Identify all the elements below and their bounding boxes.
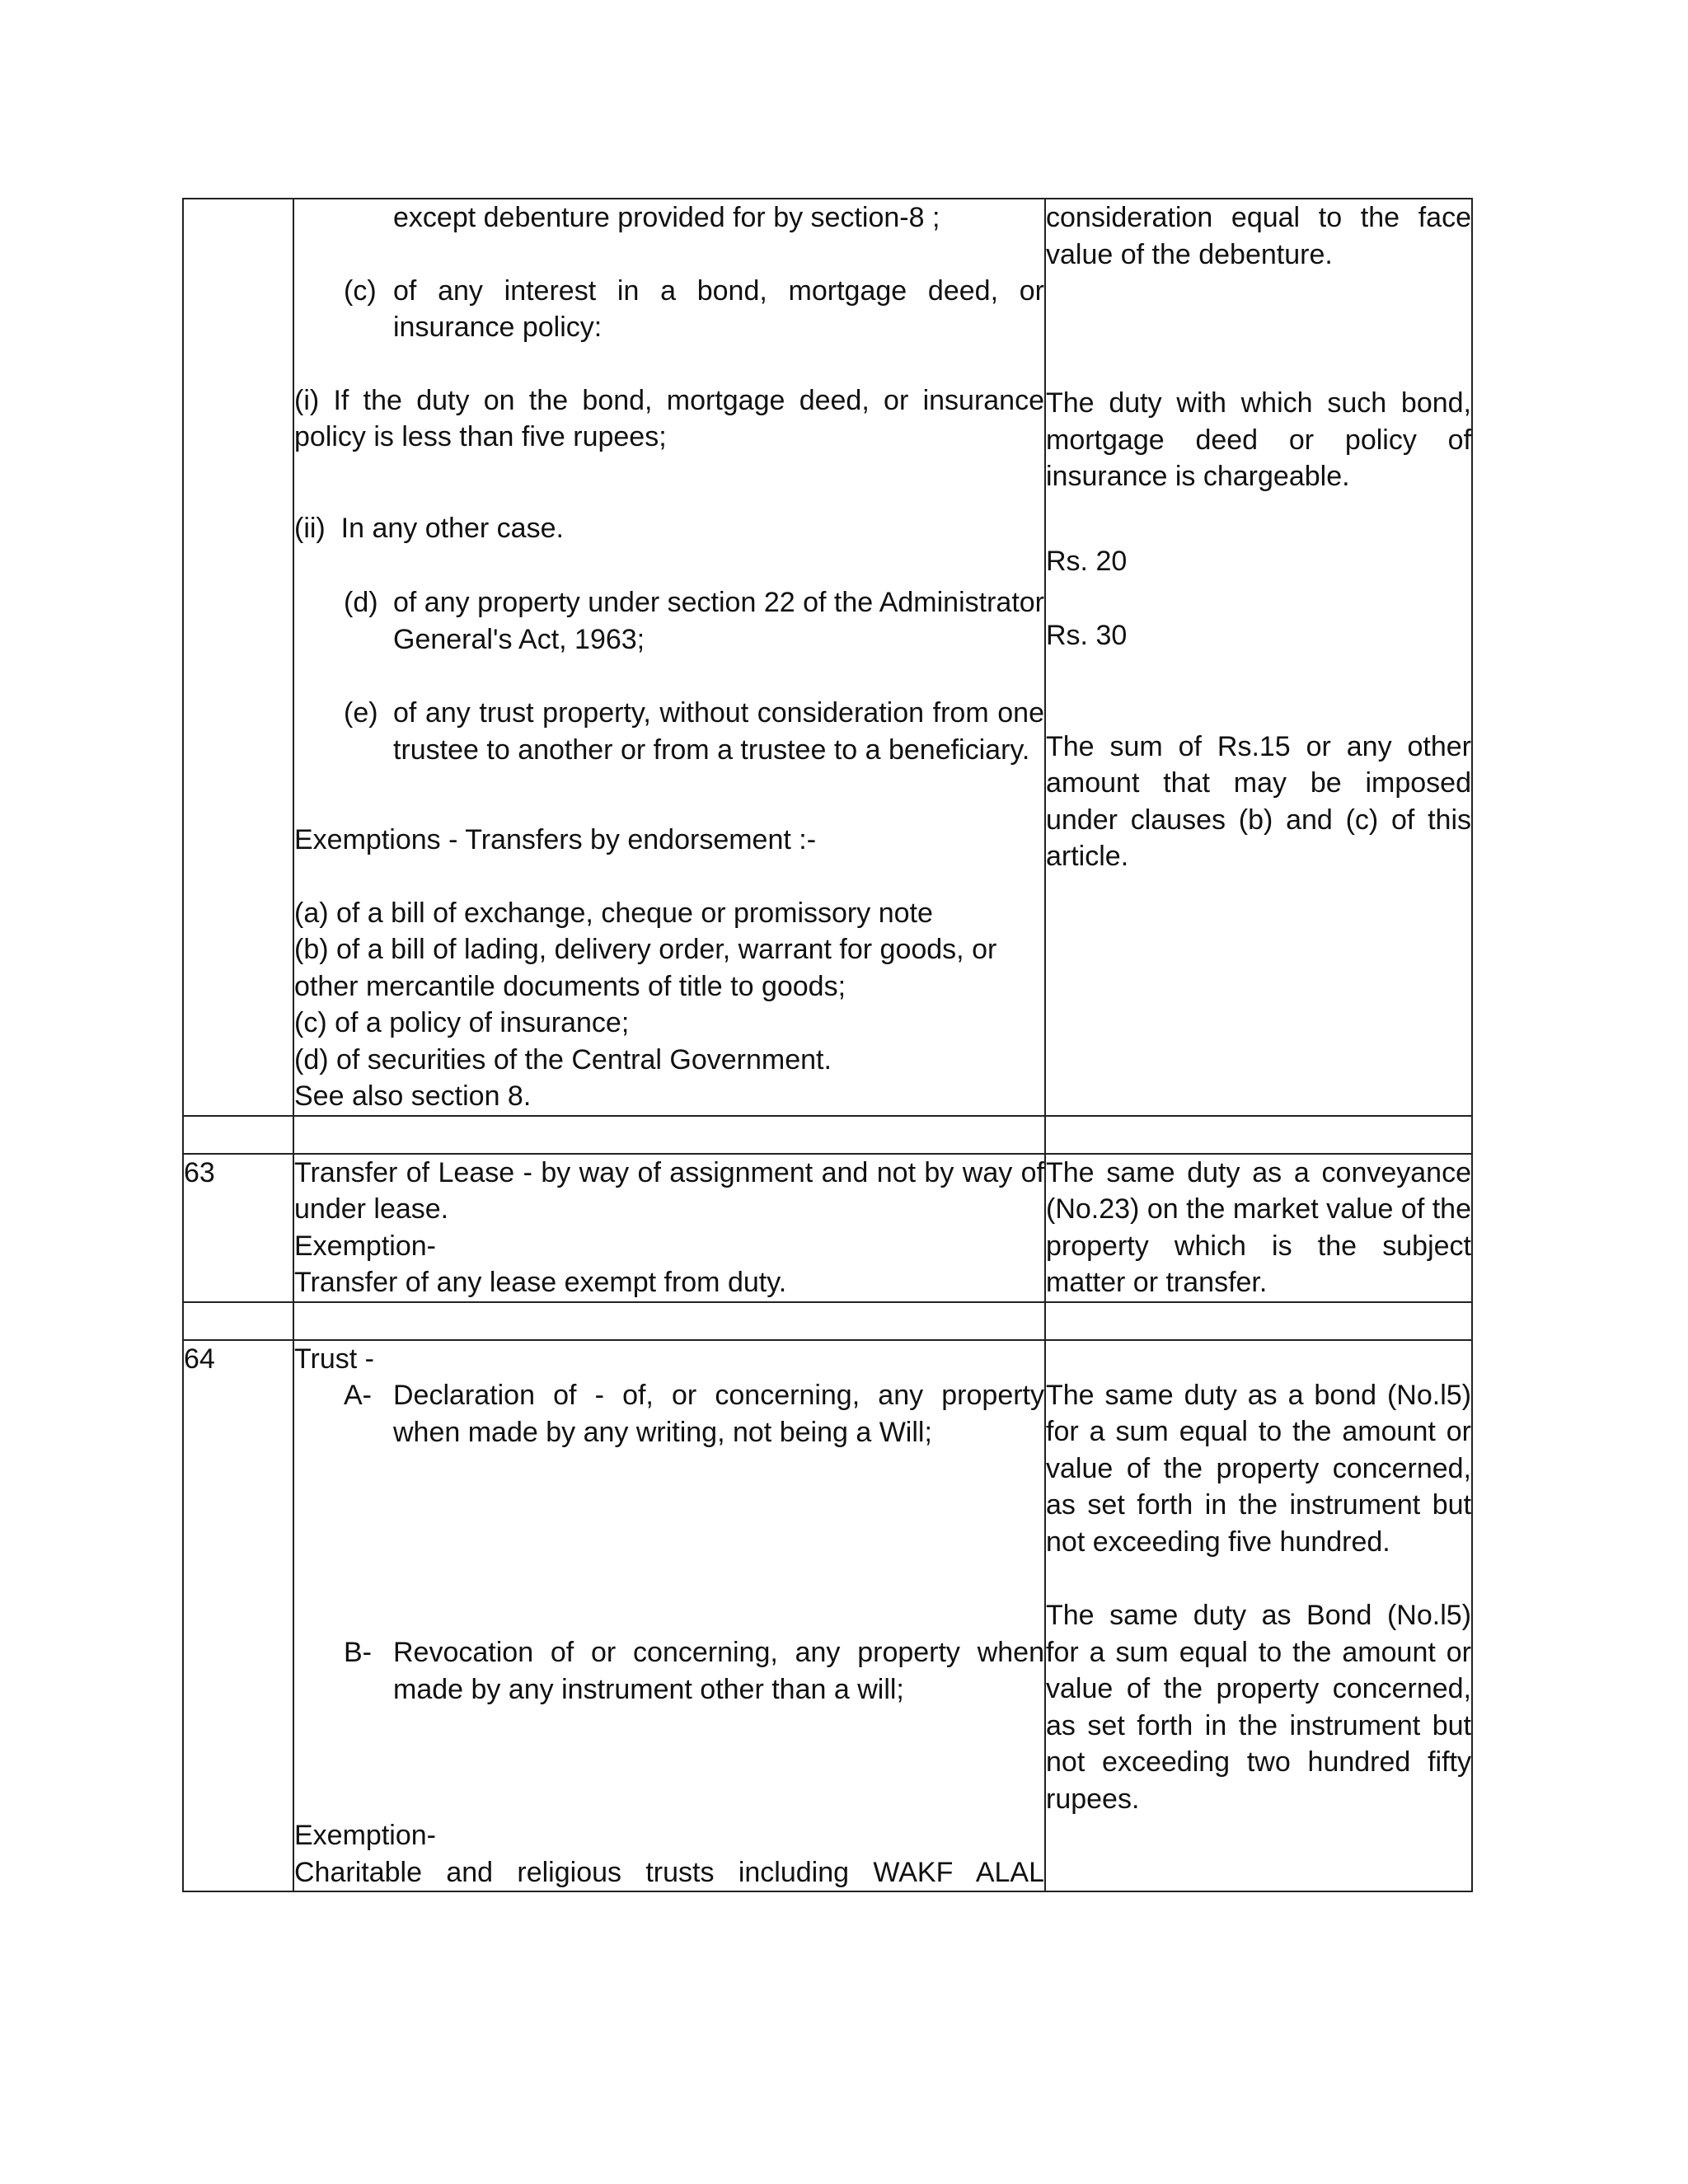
article-number-cell: [183, 199, 293, 1116]
clause-c-text: of any interest in a bond, mortgage deed, or insurance policy:: [393, 274, 1044, 343]
spacer-row: [183, 1302, 1472, 1340]
clause-c: [294, 273, 1044, 346]
sub-clause-i: (i) If the duty on the bond, mortgage deed, or insurance policy is less than five rupees;: [294, 384, 1044, 452]
clause-b-text: Revocation of or concerning, any property when made by any instrument other than a will;: [393, 1637, 1044, 1705]
duty-cell: [1045, 1154, 1472, 1302]
clause-e-text: of any trust property, without consideration from one trustee to another or from a trustee to a beneficiary.: [393, 697, 1044, 766]
see-also: See also section 8.: [294, 1080, 532, 1112]
clause-c-label: (c): [344, 274, 377, 307]
clause-b: [294, 1634, 1044, 1708]
article-63-duty: The same duty as a conveyance (No.23) on the market value of the property which is the subject matter or transfer.: [1046, 1156, 1471, 1298]
table-row-63: [183, 1154, 1472, 1302]
exemption-b: (b) of a bill of lading, delivery order, warrant for goods, or other mercantile documents of title to goods;: [294, 934, 997, 1002]
duty-clause-e: The sum of Rs.15 or any other amount that may be imposed under clauses (b) and (c) of this article.: [1046, 730, 1471, 872]
description-cell: [293, 1340, 1045, 1892]
clause-d-label: (d): [344, 587, 378, 618]
article-63-exemption-text: Transfer of any lease exempt from duty.: [294, 1267, 787, 1298]
clause-e-label: (e): [344, 697, 378, 729]
duty-clause-b: The same duty as Bond (No.l5) for a sum equal to the amount or value of the property concerned, as set forth in the instrument but not exceeding two hundred fifty rupees.: [1046, 1600, 1471, 1815]
description-cell: [293, 1154, 1045, 1302]
duty-clause-d: Rs. 30: [1046, 620, 1128, 651]
spacer-row: [183, 1116, 1472, 1154]
exemption-d: (d) of securities of the Central Government.: [294, 1043, 832, 1076]
description-cell: [293, 199, 1045, 1116]
table-row-64: [183, 1340, 1472, 1892]
duty-clause-a: The same duty as a bond (No.l5) for a sum equal to the amount or value of the property concerned, as set forth in the instrument but not exceeding five hundred.: [1046, 1379, 1471, 1558]
clause-d: [294, 584, 1044, 658]
duty-cell: [1045, 1340, 1472, 1892]
sub-clause-ii: (ii) In any other case.: [294, 512, 564, 544]
clause-b-label: B-: [344, 1637, 372, 1668]
clause-a-label: A-: [344, 1380, 372, 1411]
duty-face-value: consideration equal to the face value of the debenture.: [1046, 202, 1471, 270]
exemption-c: (c) of a policy of insurance;: [294, 1007, 630, 1038]
clause-b-continuation: except debenture provided for by section-8 ;: [393, 202, 940, 233]
duty-clause-i: The duty with which such bond, mortgage deed or policy of insurance is chargeable.: [1046, 387, 1471, 492]
article-number: 63: [183, 1154, 293, 1302]
article-64-exemption-label: Exemption-: [294, 1820, 436, 1851]
article-63-exemption-label: Exemption-: [294, 1230, 436, 1262]
clause-a-text: Declaration of - of, or concerning, any property when made by any writing, not being a Will;: [393, 1380, 1044, 1448]
duty-clause-ii: Rs. 20: [1046, 545, 1128, 577]
exemption-a: (a) of a bill of exchange, cheque or promissory note: [294, 897, 933, 929]
clause-d-text: of any property under section 22 of the Administrator General's Act, 1963;: [393, 587, 1045, 655]
exemptions-title: Exemptions - Transfers by endorsement :-: [294, 824, 817, 855]
table-row-continued: [183, 199, 1472, 1116]
article-64-title: Trust -: [294, 1343, 374, 1375]
stamp-duty-schedule-table: [182, 198, 1473, 1892]
article-64-exemption-text: Charitable and religious trusts including WAKF ALAL: [294, 1856, 1044, 1888]
clause-e: [294, 695, 1044, 768]
article-number: 64: [183, 1340, 293, 1892]
clause-a: [294, 1377, 1044, 1451]
article-63-description: Transfer of Lease - by way of assignment and not by way of under lease.: [294, 1156, 1044, 1225]
duty-cell: [1045, 199, 1472, 1116]
